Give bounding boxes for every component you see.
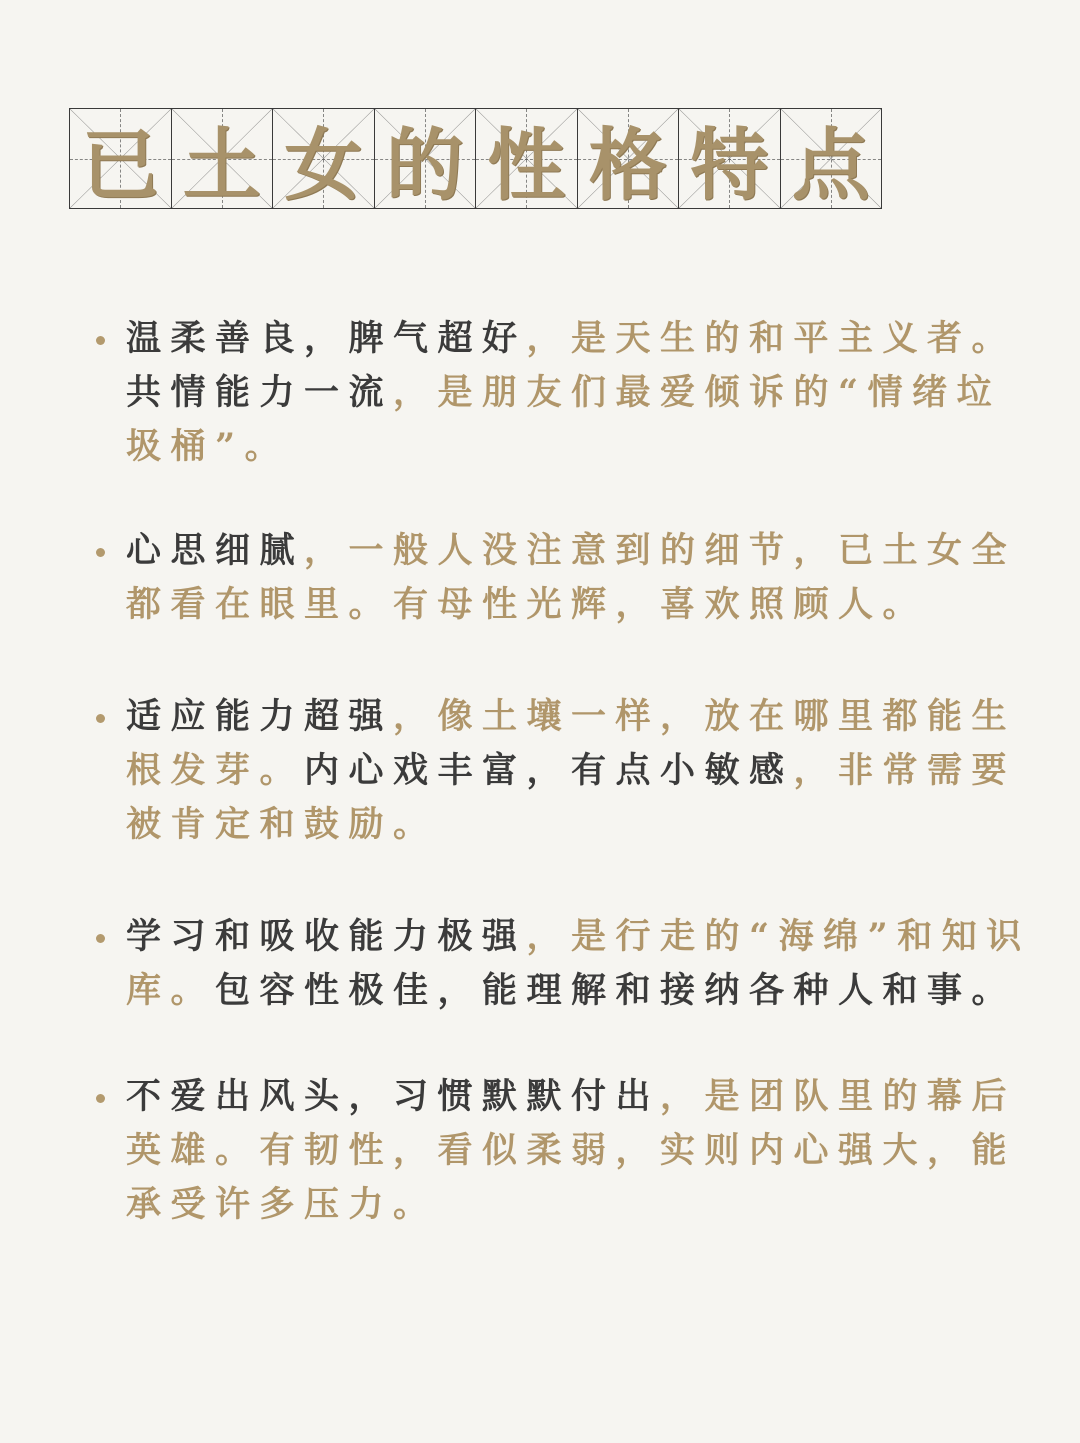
item-text-accent: ，是团队里的幕后英雄。有韧性，看似柔弱，实则内心强大，能承受许多压力。 xyxy=(126,1076,1017,1225)
item-text-strong: 不爱出风头，习惯默默付出 xyxy=(126,1076,661,1117)
title-char: 点 xyxy=(791,119,870,211)
item-text-strong: 内心戏丰富，有点小敏感 xyxy=(304,750,794,791)
title-char: 土 xyxy=(182,119,261,211)
list-item xyxy=(92,910,1032,1018)
bullet-icon xyxy=(96,548,105,557)
title-cell xyxy=(577,108,680,209)
bullet-icon xyxy=(96,934,105,943)
item-text-accent: ，一般人没注意到的细节，已土女全都看在眼里。有母性光辉，喜欢照顾人。 xyxy=(126,530,1017,625)
item-text-strong: 温柔善良，脾气超好 xyxy=(126,318,527,359)
list-item xyxy=(92,1070,1032,1232)
item-text-strong: 包容性极佳，能理解和接纳各种人和事。 xyxy=(215,970,1017,1011)
item-text-strong: 适应能力超强 xyxy=(126,696,394,737)
bullet-icon xyxy=(96,1094,105,1103)
title-cell xyxy=(374,108,477,209)
bullet-icon xyxy=(96,336,105,345)
item-text-accent: ，是天生的和平主义者。 xyxy=(526,318,1017,359)
title-char: 性 xyxy=(487,119,566,211)
item-text-strong: 共情能力一流 xyxy=(126,372,394,413)
title-cell xyxy=(678,108,781,209)
item-text-accent: ，是行走的“海绵”和知识库。 xyxy=(126,916,1031,1011)
title-char: 的 xyxy=(385,119,464,211)
title-cell xyxy=(171,108,274,209)
item-text-strong: 学习和吸收能力极强 xyxy=(126,916,527,957)
item-text-strong: 心思细腻 xyxy=(126,530,305,571)
item-text-accent: ，非常需要被肯定和鼓励。 xyxy=(126,750,1017,845)
title-char: 特 xyxy=(690,119,769,211)
page-title xyxy=(70,108,882,209)
list-item xyxy=(92,690,1032,852)
title-cell xyxy=(780,108,883,209)
list-item xyxy=(92,312,1032,474)
list-item xyxy=(92,524,1032,632)
title-cell xyxy=(69,108,172,209)
title-char: 女 xyxy=(284,119,363,211)
title-char: 格 xyxy=(588,119,667,211)
title-cell xyxy=(272,108,375,209)
title-cell xyxy=(475,108,578,209)
item-text-accent: ，是朋友们最爱倾诉的“情绪垃圾桶”。 xyxy=(126,372,1002,467)
bullet-icon xyxy=(96,714,105,723)
title-char: 已 xyxy=(81,119,160,211)
trait-list xyxy=(92,312,1032,1282)
item-text-accent: ，像土壤一样，放在哪里都能生根发芽。 xyxy=(126,696,1017,791)
